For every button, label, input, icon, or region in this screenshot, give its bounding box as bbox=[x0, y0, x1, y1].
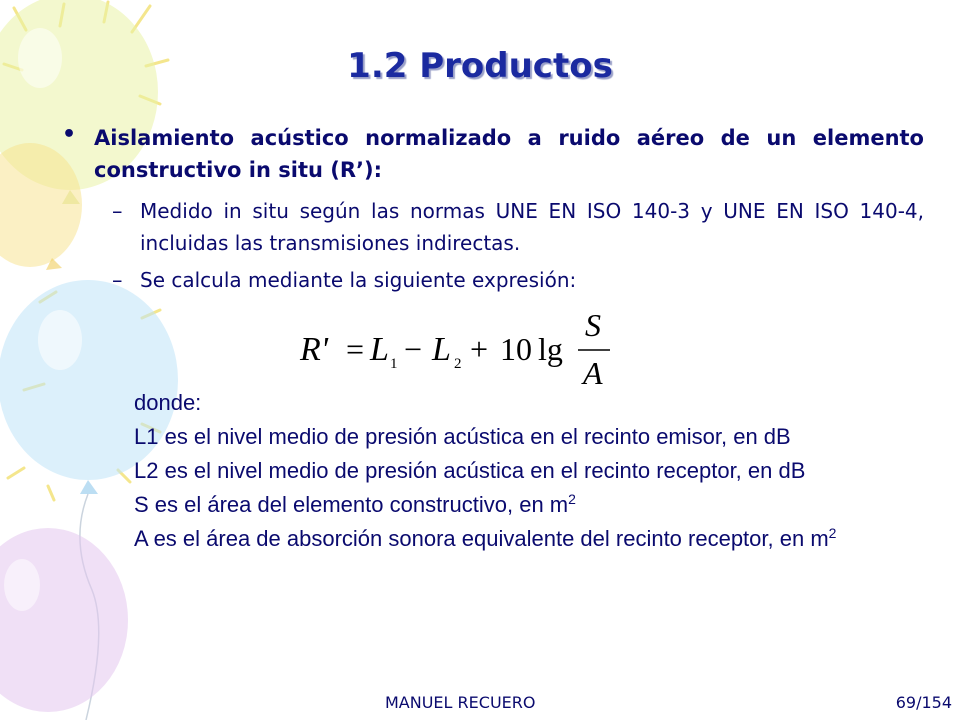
slide-title: 1.2 Productos bbox=[347, 46, 613, 86]
sub-item-text: Se calcula mediante la siguiente expresión: bbox=[140, 268, 577, 292]
definition-a-text: A es el área de absorción sonora equivalente del recinto receptor, en m bbox=[134, 526, 829, 551]
bullet-symbol: • bbox=[62, 122, 77, 147]
formula-lhs: R' bbox=[300, 331, 329, 368]
definition-a bbox=[134, 522, 924, 556]
bullet-text: Aislamiento acústico normalizado a ruido aéreo de un elemento constructivo in situ (R’): bbox=[94, 126, 924, 182]
formula-l1: L bbox=[370, 331, 389, 368]
page-number: 69/154 bbox=[895, 693, 952, 712]
definitions-block bbox=[134, 386, 924, 556]
formula-numerator: S bbox=[585, 307, 601, 343]
sub-item-norms bbox=[112, 195, 924, 259]
formula-minus: − bbox=[404, 331, 423, 367]
definition-s bbox=[134, 488, 924, 522]
definition-a-exponent: 2 bbox=[828, 525, 837, 541]
definition-l1: L1 es el nivel medio de presión acústica en el recinto emisor, en dB bbox=[134, 424, 791, 449]
sub-item-text: Medido in situ según las normas UNE EN ISO 140-3 y UNE EN ISO 140-4, incluidas las transmisiones indirectas. bbox=[140, 199, 924, 255]
formula-equals: = bbox=[346, 331, 365, 367]
dash-symbol: – bbox=[112, 199, 123, 223]
balloon-purple bbox=[0, 528, 128, 712]
sub-item-expression bbox=[112, 264, 924, 296]
footer-author: MANUEL RECUERO bbox=[385, 693, 536, 712]
main-bullet bbox=[62, 122, 924, 186]
definition-s-text: S es el área del elemento constructivo, en m bbox=[134, 492, 569, 517]
formula-l2-sub: 2 bbox=[454, 356, 462, 372]
formula-l2: L bbox=[432, 331, 451, 368]
formula-plus: + bbox=[470, 331, 489, 367]
formula-l1-sub: 1 bbox=[390, 356, 398, 372]
formula-function: lg bbox=[538, 331, 563, 367]
formula-denominator: A bbox=[583, 355, 603, 391]
formula bbox=[298, 306, 628, 392]
definitions-intro: donde: bbox=[134, 390, 202, 415]
definition-s-exponent: 2 bbox=[568, 491, 576, 507]
formula-coefficient: 10 bbox=[500, 331, 532, 367]
definition-l2: L2 es el nivel medio de presión acústica en el recinto receptor, en dB bbox=[134, 458, 806, 483]
dash-symbol: – bbox=[112, 268, 123, 292]
